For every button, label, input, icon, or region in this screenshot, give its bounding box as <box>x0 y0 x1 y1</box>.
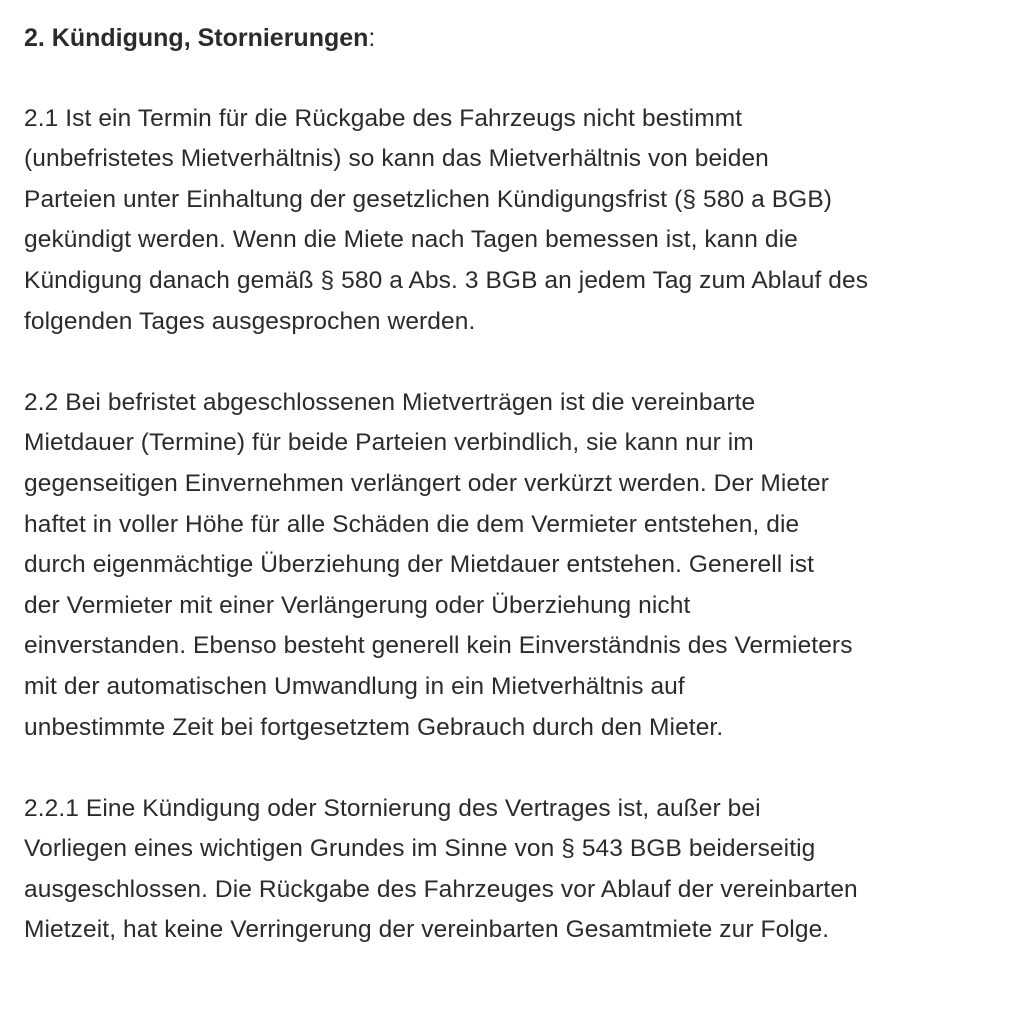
paragraph-line: haftet in voller Höhe für alle Schäden die dem Vermieter entstehen, die <box>24 510 800 538</box>
paragraph-line: unbestimmte Zeit bei fortgesetztem Gebrauch durch den Mieter. <box>24 713 724 741</box>
paragraph-line: Mietzeit, hat keine Verringerung der vereinbarten Gesamtmiete zur Folge. <box>24 916 830 944</box>
paragraph-line: 2.2 Bei befristet abgeschlossenen Mietverträgen ist die vereinbarte <box>24 388 756 416</box>
paragraph-line: mit der automatischen Umwandlung in ein Mietverhältnis auf <box>24 672 685 700</box>
paragraph-line: (unbefristetes Mietverhältnis) so kann das Mietverhältnis von beiden <box>24 145 769 173</box>
section-heading-text: 2. Kündigung, Stornierungen <box>24 24 369 52</box>
paragraph-line: 2.1 Ist ein Termin für die Rückgabe des Fahrzeugs nicht bestimmt <box>24 104 743 132</box>
paragraph-line: gegenseitigen Einvernehmen verlängert oder verkürzt werden. Der Mieter <box>24 469 830 497</box>
paragraph-line: der Vermieter mit einer Verlängerung oder Überziehung nicht <box>24 591 691 619</box>
paragraph-line: 2.2.1 Eine Kündigung oder Stornierung des Vertrages ist, außer bei <box>24 794 761 822</box>
paragraph-line: gekündigt werden. Wenn die Miete nach Tagen bemessen ist, kann die <box>24 226 798 254</box>
paragraph-gap <box>24 342 994 383</box>
document-page <box>24 18 994 951</box>
paragraph-line: folgenden Tages ausgesprochen werden. <box>24 307 476 335</box>
paragraph-gap <box>24 748 994 789</box>
section-heading <box>24 18 994 58</box>
paragraph-line: Kündigung danach gemäß § 580 a Abs. 3 BGB an jedem Tag zum Ablauf des <box>24 266 869 294</box>
paragraph-2-2-1 <box>24 789 994 951</box>
section-heading-colon: : <box>368 24 376 52</box>
paragraph-line: einverstanden. Ebenso besteht generell kein Einverständnis des Vermieters <box>24 632 853 660</box>
paragraph-2-2 <box>24 383 994 748</box>
paragraph-line: durch eigenmächtige Überziehung der Mietdauer entstehen. Generell ist <box>24 551 815 579</box>
paragraph-gap <box>24 58 994 99</box>
paragraph-2-1 <box>24 99 994 343</box>
paragraph-line: ausgeschlossen. Die Rückgabe des Fahrzeuges vor Ablauf der vereinbarten <box>24 875 858 903</box>
paragraph-line: Vorliegen eines wichtigen Grundes im Sinne von § 543 BGB beiderseitig <box>24 835 816 863</box>
paragraph-line: Mietdauer (Termine) für beide Parteien verbindlich, sie kann nur im <box>24 429 754 457</box>
paragraph-line: Parteien unter Einhaltung der gesetzlichen Kündigungsfrist (§ 580 a BGB) <box>24 185 833 213</box>
